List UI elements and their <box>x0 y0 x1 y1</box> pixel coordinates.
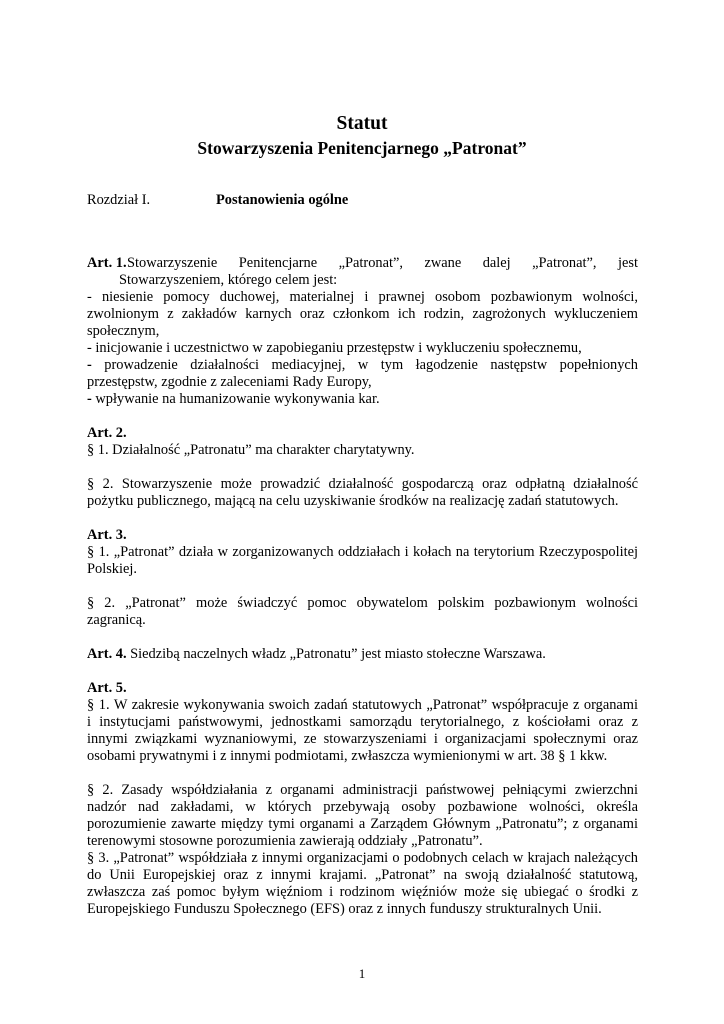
article-5-heading: Art. 5. <box>87 680 127 696</box>
article-1-item-3: - prowadzenie działalności mediacyjnej, w tym łagodzenie następstw popełnionych przestępstw, zgodnie z zaleceniami Rady Europy, <box>87 357 638 390</box>
article-1-item-2: - inicjowanie i uczestnictwo w zapobieganiu przestępstw i wykluczeniu społecznemu, <box>87 340 582 356</box>
article-2-par-2: § 2. Stowarzyszenie może prowadzić działalność gospodarczą oraz odpłatną działalność pożytku publicznego, mającą na celu uzyskiwanie środków na realizację zadań statutowych. <box>87 476 638 509</box>
article-1-item-4-dash: - <box>87 391 92 407</box>
article-1-item-3-dash: - <box>87 357 92 373</box>
article-1-heading: Art. 1. <box>87 255 127 271</box>
document-subtitle: Stowarzyszenia Penitencjarnego „Patronat” <box>197 138 527 158</box>
article-3-par-2: § 2. „Patronat” może świadczyć pomoc obywatelom polskim pozbawionym wolności zagranicą. <box>87 595 638 628</box>
article-2 <box>87 425 638 510</box>
article-2-par-1: § 1. Działalność „Patronatu” ma charakter charytatywny. <box>87 442 415 458</box>
article-1-line1: Stowarzyszenie Penitencjarne „Patronat”, zwane dalej „Patronat”, jest <box>127 255 638 271</box>
chapter-heading <box>87 192 647 210</box>
article-5-par-2: § 2. Zasady współdziałania z organami administracji państwowej pełniącymi zwierzchni nadzór nad zakładami, w których przebywają osoby pozbawione wolności, określa porozumienie zawarte między tymi organami a Zarządem Głównym „Patronatu”; z organami terenowymi stosowne porozumienia zawierają oddziały „Patronatu”. <box>87 782 638 849</box>
article-2-heading: Art. 2. <box>87 425 127 441</box>
chapter-name: Postanowienia ogólne <box>216 192 349 208</box>
page-number: 1 <box>358 966 366 981</box>
article-5-par-1-first: § 1. W zakresie wykonywania swoich zadań statutowych „Patronat” współpracuje z organami <box>87 697 638 713</box>
article-4 <box>87 646 638 663</box>
article-5-par-1-rest: i instytucjami państwowymi, jednostkami samorządu terytorialnego, z kościołami oraz z innymi związkami wyznaniowymi, ze stowarzyszeniami i organizacjami społecznymi oraz osobami prywatnymi i z innymi podmiotami, zwłaszcza wymienionymi w art. 38 § 1 kkw. <box>87 714 638 764</box>
article-4-text: Siedzibą naczelnych władz „Patronatu” jest miasto stołeczne Warszawa. <box>130 646 546 662</box>
article-5-par-3-rest: do Unii Europejskiej oraz z innymi krajami. „Patronat” na swoją działalność statutową, zwłaszcza zaś pomoc byłym więźniom i rodzinom więźniów może się ubiegać o środki z Europejskiego Funduszu Społecznego (EFS) oraz z innych funduszy strukturalnych Unii. <box>87 867 638 917</box>
article-3-heading: Art. 3. <box>87 527 127 543</box>
article-3-par-1: § 1. „Patronat” działa w zorganizowanych oddziałach i kołach na terytorium Rzeczypospolitej Polskiej. <box>87 544 638 577</box>
article-5-par-3-first: § 3. „Patronat” współdziała z innymi organizacjami o podobnych celach w krajach należących <box>87 850 638 866</box>
article-1-item-1: - niesienie pomocy duchowej, materialnej i prawnej osobom pozbawionym wolności, zwolnionym z zakładów karnych oraz członkom ich rodzin, zagrożonych wykluczeniem społecznym, <box>87 289 638 339</box>
chapter-label: Rozdział I. <box>87 192 151 208</box>
article-1 <box>87 255 638 408</box>
article-5 <box>87 680 638 918</box>
document-title: Statut <box>336 113 388 134</box>
article-1-item-4: - wpływanie na humanizowanie wykonywania kar. <box>87 391 380 407</box>
document-body <box>87 255 638 918</box>
article-3 <box>87 527 638 629</box>
article-4-heading: Art. 4. <box>87 646 127 662</box>
article-1-line2: Stowarzyszeniem, którego celem jest: <box>119 272 338 288</box>
